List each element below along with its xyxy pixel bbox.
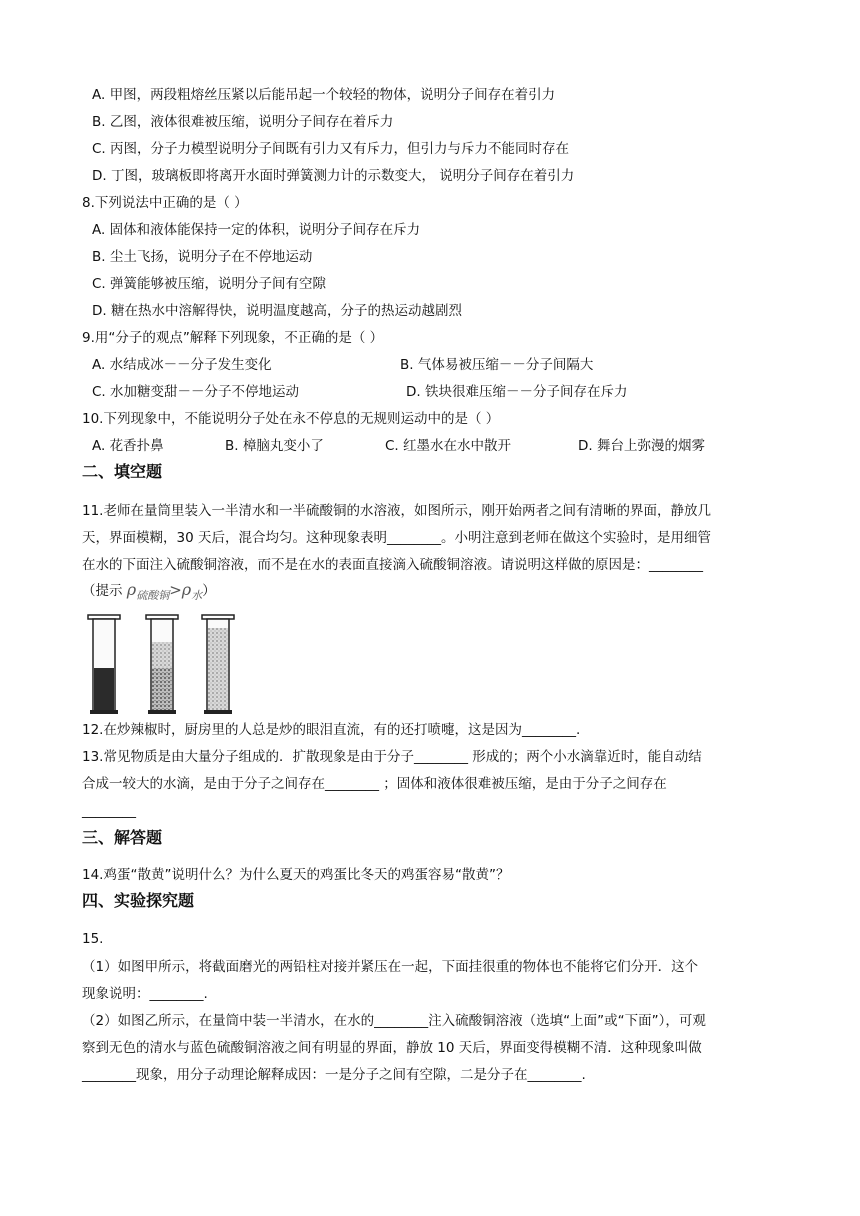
q11-line-2: 天，界面模糊，30 天后，混合均匀。这种现象表明________。小明注意到老师在做这个实验时，是用细管 bbox=[82, 530, 711, 546]
q15-part1-line-1: （1）如图甲所示，将截面磨光的两铅柱对接并紧压在一起，下面挂很重的物体也不能将它们分开．这个 bbox=[82, 959, 699, 975]
q12-text: 12.在炒辣椒时，厨房里的人总是炒的眼泪直流，有的还打喷嚏，这是因为________. bbox=[82, 722, 581, 738]
q15-part2-line-2: 察到无色的清水与蓝色硫酸铜溶液之间有明显的界面，静放 10 天后，界面变得模糊不清．这种现象叫做 bbox=[82, 1040, 702, 1056]
q10-option-c: C. 红墨水在水中散开 bbox=[385, 438, 512, 454]
q11-hint-suffix: ） bbox=[202, 583, 216, 599]
greater-than-symbol: > bbox=[169, 581, 182, 599]
q9-option-d: D. 铁块很难压缩－－分子间存在斥力 bbox=[406, 384, 628, 400]
q9-option-a: A. 水结成冰－－分子发生变化 bbox=[92, 357, 272, 373]
q15-part2-line-1: （2）如图乙所示，在量筒中装一半清水，在水的________注入硫酸铜溶液（选填“上面”或“下面”），可观 bbox=[82, 1013, 706, 1029]
q11-hint-prefix: （提示 bbox=[82, 583, 127, 599]
q8-option-a: A. 固体和液体能保持一定的体积，说明分子间存在斥力 bbox=[92, 222, 421, 238]
cylinder-initial bbox=[88, 615, 120, 714]
q10-option-b: B. 樟脑丸变小了 bbox=[225, 438, 324, 454]
rho-symbol: ρ bbox=[126, 580, 137, 599]
q15-part1-line-2: 现象说明：________. bbox=[82, 986, 208, 1002]
q7-option-a: A. 甲图，两段粗熔丝压紧以后能吊起一个较轻的物体，说明分子间存在着引力 bbox=[92, 87, 556, 103]
rho-subscript-water: 水 bbox=[191, 589, 203, 602]
cylinder-30-days bbox=[202, 615, 234, 714]
q10-stem: 10.下列现象中，不能说明分子处在永不停息的无规则运动中的是（ ） bbox=[82, 411, 500, 427]
cylinder-few-days bbox=[146, 615, 178, 714]
q15-number: 15. bbox=[82, 931, 104, 947]
q14-text: 14.鸡蛋“散黄”说明什么？为什么夏天的鸡蛋比冬天的鸡蛋容易“散黄”？ bbox=[82, 867, 510, 883]
q7-option-d: D. 丁图，玻璃板即将离开水面时弹簧测力计的示数变大， 说明分子间存在着引力 bbox=[92, 168, 575, 184]
section-heading-fill-in: 二、填空题 bbox=[82, 462, 163, 481]
q11-line-1: 11.老师在量筒里装入一半清水和一半硫酸铜的水溶液，如图所示，刚开始两者之间有清晰的界面，静放几 bbox=[82, 503, 711, 519]
q9-option-b: B. 气体易被压缩－－分子间隔大 bbox=[400, 357, 594, 373]
section-heading-answer: 三、解答题 bbox=[82, 828, 163, 847]
q10-option-d: D. 舞台上弥漫的烟雾 bbox=[578, 438, 705, 454]
q10-option-a: A. 花香扑鼻 bbox=[92, 438, 164, 454]
q9-option-c: C. 水加糖变甜－－分子不停地运动 bbox=[92, 384, 300, 400]
rho-symbol-2: ρ bbox=[181, 580, 192, 599]
q15-part2-line-3: ________现象，用分子动理论解释成因：一是分子之间有空隙，二是分子在________. bbox=[82, 1067, 586, 1083]
q8-stem: 8.下列说法中正确的是（ ） bbox=[82, 195, 248, 211]
q8-option-d: D. 糖在热水中溶解得快，说明温度越高，分子的热运动越剧烈 bbox=[92, 303, 462, 319]
q9-stem: 9.用“分子的观点”解释下列现象，不正确的是（ ） bbox=[82, 330, 384, 346]
rho-subscript-copper-sulfate: 硫酸铜 bbox=[136, 589, 170, 602]
graduated-cylinders-figure bbox=[84, 612, 244, 716]
q7-option-c: C. 丙图，分子力模型说明分子间既有引力又有斥力，但引力与斥力不能同时存在 bbox=[92, 141, 570, 157]
q8-option-c: C. 弹簧能够被压缩，说明分子间有空隙 bbox=[92, 276, 327, 292]
q7-option-b: B. 乙图，液体很难被压缩，说明分子间存在着斥力 bbox=[92, 114, 394, 130]
q13-line-3: ________ bbox=[82, 803, 136, 819]
q13-line-1: 13.常见物质是由大量分子组成的．扩散现象是由于分子________ 形成的；两个小水滴靠近时，能自动结 bbox=[82, 749, 702, 765]
q13-line-2: 合成一较大的水滴，是由于分子之间存在________ ；固体和液体很难被压缩，是由于分子之间存在 bbox=[82, 776, 667, 792]
section-heading-experiment: 四、实验探究题 bbox=[82, 891, 195, 910]
q11-hint bbox=[82, 581, 216, 605]
q11-line-3: 在水的下面注入硫酸铜溶液，而不是在水的表面直接滴入硫酸铜溶液。请说明这样做的原因是：________ bbox=[82, 557, 703, 573]
q8-option-b: B. 尘土飞扬，说明分子在不停地运动 bbox=[92, 249, 313, 265]
